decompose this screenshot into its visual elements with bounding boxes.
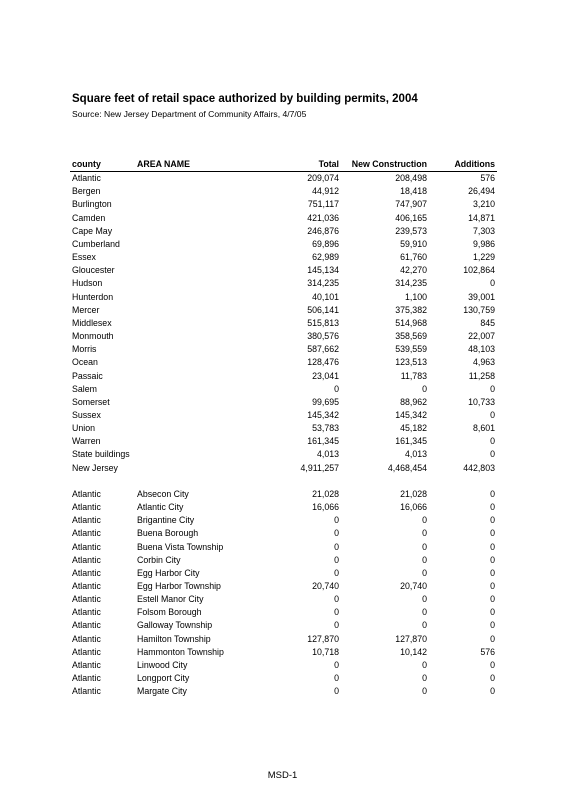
cell-county: Mercer: [72, 304, 100, 315]
table-row: [70, 514, 497, 527]
table-row: [70, 185, 497, 198]
header-additions: Additions: [429, 158, 497, 172]
cell-county: Atlantic: [72, 502, 101, 513]
table-row: [70, 646, 497, 659]
source-note: Source: New Jersey Department of Community Affairs, 4/7/05: [72, 109, 307, 119]
cell-total: 0: [334, 659, 339, 670]
cell-total: 62,989: [312, 252, 339, 263]
cell-area-name: Hammonton Township: [137, 646, 224, 657]
cell-area-name: [135, 264, 275, 277]
cell-additions: 0: [490, 554, 495, 565]
cell-area-name: [135, 462, 275, 475]
cell-new-construction: 4,013: [404, 449, 427, 460]
cell-new-construction: 0: [422, 620, 427, 631]
cell-total: 21,028: [312, 488, 339, 499]
cell-total: 20,740: [312, 580, 339, 591]
cell-total: 0: [334, 594, 339, 605]
permits-table: [70, 158, 497, 698]
cell-area-name: Brigantine City: [137, 515, 195, 526]
table-row: [70, 554, 497, 567]
cell-total: 0: [334, 515, 339, 526]
cell-additions: 0: [490, 436, 495, 447]
cell-new-construction: 88,962: [400, 396, 427, 407]
cell-additions: 0: [490, 528, 495, 539]
cell-area-name: Galloway Township: [137, 620, 213, 631]
cell-county: Atlantic: [72, 633, 101, 644]
table-row: [70, 198, 497, 211]
table-row: [70, 593, 497, 606]
cell-area-name: [135, 435, 275, 448]
cell-area-name: Absecon City: [137, 488, 189, 499]
cell-area-name: Egg Harbor City: [137, 567, 200, 578]
table-row: [70, 541, 497, 554]
cell-county: Hunterdon: [72, 291, 114, 302]
cell-new-construction: 127,870: [395, 633, 427, 644]
cell-additions: 0: [490, 541, 495, 552]
cell-area-name: [135, 422, 275, 435]
cell-county: Hudson: [72, 278, 103, 289]
cell-county: Ocean: [72, 357, 98, 368]
cell-county: Gloucester: [72, 265, 115, 276]
cell-new-construction: 123,513: [395, 357, 427, 368]
cell-total: 380,576: [307, 331, 339, 342]
cell-county: Atlantic: [72, 607, 101, 618]
cell-county: Middlesex: [72, 317, 112, 328]
table-row: [70, 383, 497, 396]
cell-additions: 0: [490, 633, 495, 644]
table-row: [70, 435, 497, 448]
table-row: [70, 251, 497, 264]
cell-additions: 845: [480, 317, 495, 328]
cell-total: 0: [334, 554, 339, 565]
cell-additions: 0: [490, 580, 495, 591]
cell-county: Monmouth: [72, 331, 114, 342]
cell-additions: 22,007: [468, 331, 495, 342]
cell-area-name: [135, 356, 275, 369]
table-header-row: [70, 158, 497, 172]
document-title: Square feet of retail space authorized by building permits, 2004: [72, 93, 418, 105]
spacer-cell: [70, 475, 497, 488]
cell-area-name: Corbin City: [137, 554, 181, 565]
table-row: [70, 422, 497, 435]
table-row: [70, 317, 497, 330]
cell-additions: 0: [490, 594, 495, 605]
cell-area-name: Buena Borough: [137, 528, 199, 539]
cell-total: 0: [334, 686, 339, 697]
cell-total: 4,911,257: [300, 462, 339, 473]
cell-area-name: Margate City: [137, 686, 187, 697]
header-total: Total: [275, 158, 341, 172]
header-area-name: AREA NAME: [135, 158, 275, 172]
cell-new-construction: 145,342: [395, 409, 427, 420]
cell-total: 209,074: [307, 173, 339, 184]
cell-new-construction: 0: [422, 541, 427, 552]
cell-area-name: Longport City: [137, 673, 190, 684]
table-row: [70, 619, 497, 632]
cell-county: Atlantic: [72, 541, 101, 552]
cell-area-name: Linwood City: [137, 659, 188, 670]
cell-additions: 442,803: [463, 462, 495, 473]
cell-new-construction: 0: [422, 686, 427, 697]
table-row: [70, 225, 497, 238]
cell-county: Atlantic: [72, 659, 101, 670]
cell-area-name: [135, 185, 275, 198]
cell-new-construction: 539,559: [395, 344, 427, 355]
cell-total: 751,117: [307, 199, 339, 210]
section-spacer: [70, 475, 497, 488]
table-row: [70, 277, 497, 290]
cell-new-construction: 45,182: [400, 423, 427, 434]
cell-total: 161,345: [307, 436, 339, 447]
cell-total: 421,036: [307, 212, 339, 223]
table-row: [70, 633, 497, 646]
header-county: county: [70, 158, 135, 172]
cell-county: Cumberland: [72, 238, 120, 249]
cell-area-name: [135, 396, 275, 409]
cell-additions: 14,871: [468, 212, 495, 223]
cell-new-construction: 21,028: [400, 488, 427, 499]
cell-county: Union: [72, 423, 95, 434]
table-row: [70, 304, 497, 317]
cell-additions: 0: [490, 383, 495, 394]
cell-county: Bergen: [72, 186, 101, 197]
table-row: [70, 606, 497, 619]
table-row: [70, 396, 497, 409]
cell-new-construction: 18,418: [400, 186, 427, 197]
cell-county: Atlantic: [72, 567, 101, 578]
cell-new-construction: 11,783: [400, 370, 427, 381]
cell-new-construction: 239,573: [395, 225, 427, 236]
cell-new-construction: 4,468,454: [387, 462, 427, 473]
cell-county: Atlantic: [72, 515, 101, 526]
table-row: [70, 501, 497, 514]
cell-additions: 0: [490, 278, 495, 289]
cell-additions: 576: [480, 173, 495, 184]
cell-area-name: [135, 198, 275, 211]
cell-additions: 4,963: [472, 357, 495, 368]
cell-county: Atlantic: [72, 594, 101, 605]
cell-new-construction: 0: [422, 607, 427, 618]
table-row: [70, 527, 497, 540]
cell-additions: 7,303: [472, 225, 495, 236]
cell-area-name: [135, 409, 275, 422]
table-row: [70, 238, 497, 251]
cell-total: 16,066: [312, 502, 339, 513]
cell-additions: 0: [490, 449, 495, 460]
cell-total: 314,235: [307, 278, 339, 289]
cell-total: 99,695: [312, 396, 339, 407]
cell-additions: 10,733: [468, 396, 495, 407]
cell-additions: 11,258: [468, 370, 495, 381]
table-row: [70, 672, 497, 685]
cell-total: 40,101: [312, 291, 339, 302]
cell-area-name: [135, 343, 275, 356]
cell-county: Atlantic: [72, 528, 101, 539]
cell-new-construction: 314,235: [395, 278, 427, 289]
table-row: [70, 356, 497, 369]
table-row: [70, 291, 497, 304]
cell-area-name: [135, 172, 275, 186]
cell-total: 145,134: [307, 265, 339, 276]
cell-county: Atlantic: [72, 173, 101, 184]
table-row: [70, 370, 497, 383]
cell-total: 53,783: [312, 423, 339, 434]
cell-area-name: [135, 383, 275, 396]
cell-additions: 0: [490, 659, 495, 670]
cell-area-name: Estell Manor City: [137, 594, 204, 605]
cell-additions: 0: [490, 686, 495, 697]
cell-county: Camden: [72, 212, 106, 223]
page-footer: MSD-1: [267, 770, 298, 781]
cell-county: Salem: [72, 383, 97, 394]
cell-additions: 576: [480, 646, 495, 657]
cell-county: Atlantic: [72, 646, 101, 657]
cell-county: Cape May: [72, 225, 113, 236]
cell-new-construction: 0: [422, 673, 427, 684]
cell-additions: 3,210: [472, 199, 495, 210]
cell-area-name: [135, 304, 275, 317]
table-row: [70, 488, 497, 501]
cell-area-name: Buena Vista Township: [137, 541, 224, 552]
cell-area-name: Egg Harbor Township: [137, 580, 221, 591]
cell-new-construction: 61,760: [400, 252, 427, 263]
table-row: [70, 212, 497, 225]
cell-total: 4,013: [316, 449, 339, 460]
cell-total: 10,718: [312, 646, 339, 657]
cell-additions: 1,229: [472, 252, 495, 263]
cell-additions: 0: [490, 620, 495, 631]
cell-new-construction: 161,345: [395, 436, 427, 447]
cell-county: Warren: [72, 436, 101, 447]
cell-area-name: [135, 291, 275, 304]
cell-area-name: Folsom Borough: [137, 607, 202, 618]
cell-additions: 0: [490, 409, 495, 420]
cell-new-construction: 20,740: [400, 580, 427, 591]
cell-additions: 0: [490, 515, 495, 526]
cell-additions: 0: [490, 607, 495, 618]
cell-county: Atlantic: [72, 686, 101, 697]
cell-county: Atlantic: [72, 673, 101, 684]
cell-new-construction: 16,066: [400, 502, 427, 513]
cell-total: 515,813: [307, 317, 339, 328]
cell-area-name: [135, 225, 275, 238]
cell-total: 587,662: [307, 344, 339, 355]
cell-county: Passaic: [72, 370, 103, 381]
cell-new-construction: 0: [422, 515, 427, 526]
table-row: [70, 172, 497, 186]
cell-additions: 0: [490, 502, 495, 513]
cell-new-construction: 42,270: [400, 265, 427, 276]
cell-additions: 48,103: [468, 344, 495, 355]
header-new-construction: New Construction: [341, 158, 429, 172]
cell-total: 0: [334, 673, 339, 684]
cell-county: New Jersey: [72, 462, 118, 473]
cell-total: 0: [334, 607, 339, 618]
cell-new-construction: 406,165: [395, 212, 427, 223]
cell-total: 246,876: [307, 225, 339, 236]
cell-new-construction: 0: [422, 528, 427, 539]
cell-new-construction: 0: [422, 567, 427, 578]
cell-additions: 39,001: [468, 291, 495, 302]
cell-additions: 0: [490, 567, 495, 578]
cell-additions: 0: [490, 488, 495, 499]
cell-total: 23,041: [312, 370, 339, 381]
cell-additions: 26,494: [468, 186, 495, 197]
cell-new-construction: 10,142: [400, 646, 427, 657]
cell-new-construction: 0: [422, 554, 427, 565]
cell-area-name: [135, 317, 275, 330]
cell-total: 127,870: [307, 633, 339, 644]
cell-total: 506,141: [307, 304, 339, 315]
cell-new-construction: 0: [422, 383, 427, 394]
cell-new-construction: 0: [422, 594, 427, 605]
cell-area-name: [135, 370, 275, 383]
table-row: [70, 580, 497, 593]
cell-total: 0: [334, 567, 339, 578]
cell-area-name: [135, 448, 275, 461]
table-row: [70, 462, 497, 475]
cell-additions: 0: [490, 673, 495, 684]
table-row: [70, 567, 497, 580]
cell-area-name: [135, 277, 275, 290]
cell-total: 0: [334, 528, 339, 539]
table-row: [70, 448, 497, 461]
cell-new-construction: 208,498: [395, 173, 427, 184]
table-row: [70, 264, 497, 277]
cell-new-construction: 59,910: [400, 238, 427, 249]
cell-county: Atlantic: [72, 488, 101, 499]
cell-new-construction: 0: [422, 659, 427, 670]
cell-total: 44,912: [312, 186, 339, 197]
cell-new-construction: 358,569: [395, 331, 427, 342]
table-body: [70, 172, 497, 699]
cell-total: 0: [334, 383, 339, 394]
cell-area-name: [135, 238, 275, 251]
cell-new-construction: 747,907: [395, 199, 427, 210]
cell-county: Sussex: [72, 409, 101, 420]
cell-area-name: [135, 251, 275, 264]
cell-new-construction: 375,382: [395, 304, 427, 315]
table-row: [70, 409, 497, 422]
table-row: [70, 343, 497, 356]
cell-total: 69,896: [312, 238, 339, 249]
table-row: [70, 685, 497, 698]
cell-additions: 130,759: [463, 304, 495, 315]
cell-total: 145,342: [307, 409, 339, 420]
cell-county: Atlantic: [72, 554, 101, 565]
cell-additions: 102,864: [463, 265, 495, 276]
table-row: [70, 659, 497, 672]
cell-area-name: Hamilton Township: [137, 633, 211, 644]
cell-total: 0: [334, 620, 339, 631]
cell-area-name: [135, 212, 275, 225]
cell-new-construction: 1,100: [404, 291, 427, 302]
cell-county: Somerset: [72, 396, 110, 407]
cell-additions: 9,986: [472, 238, 495, 249]
cell-county: Essex: [72, 252, 96, 263]
cell-additions: 8,601: [472, 423, 495, 434]
cell-total: 128,476: [307, 357, 339, 368]
table-row: [70, 330, 497, 343]
cell-new-construction: 514,968: [395, 317, 427, 328]
cell-total: 0: [334, 541, 339, 552]
cell-area-name: [135, 330, 275, 343]
cell-county: Atlantic: [72, 580, 101, 591]
cell-county: Burlington: [72, 199, 112, 210]
cell-county: Atlantic: [72, 620, 101, 631]
cell-area-name: Atlantic City: [137, 502, 184, 513]
cell-county: State buildings: [72, 449, 130, 460]
cell-county: Morris: [72, 344, 97, 355]
